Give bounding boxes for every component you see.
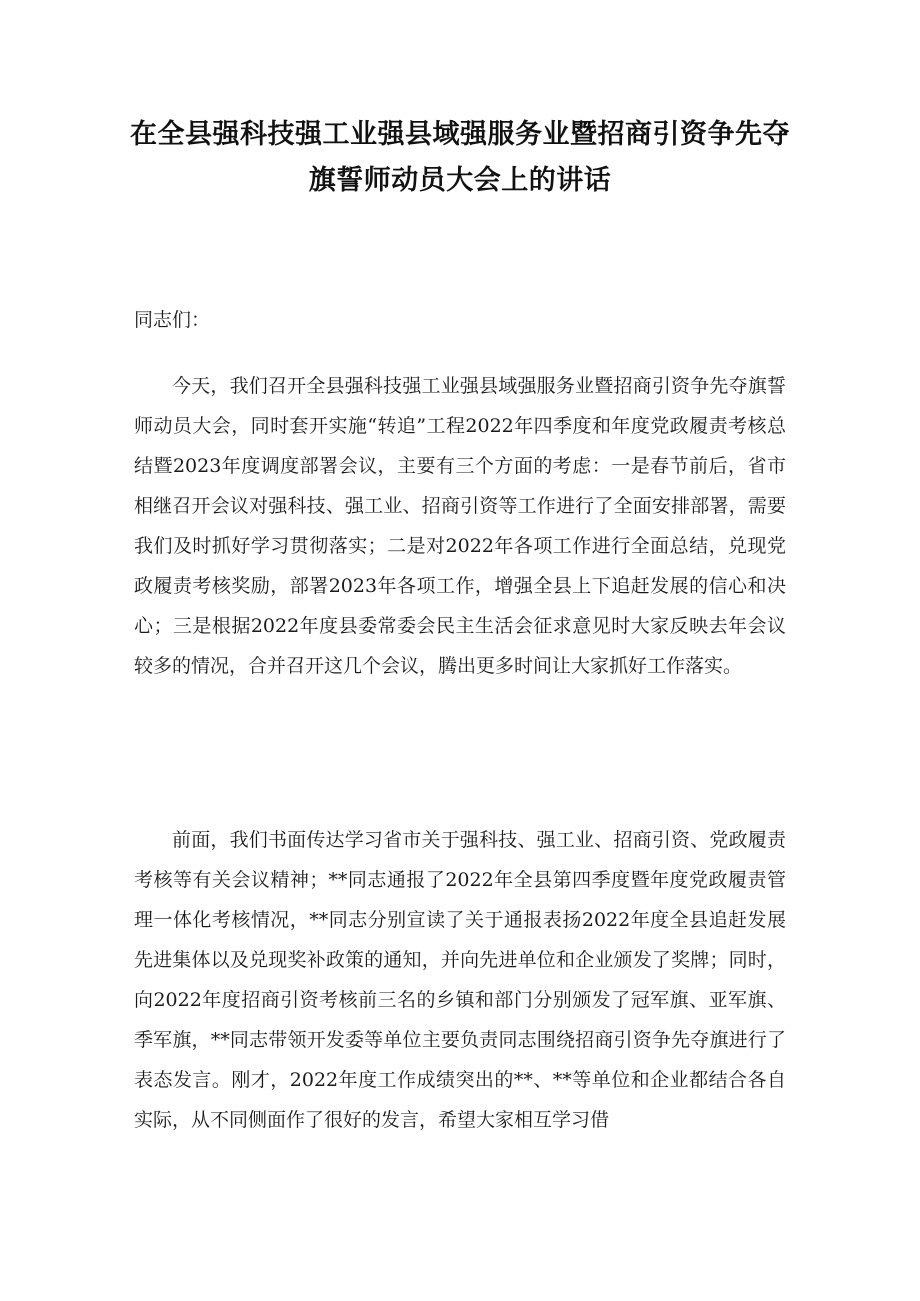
document-title: 在全县强科技强工业强县域强服务业暨招商引资争先夺旗誓师动员大会上的讲话 bbox=[130, 119, 790, 196]
paragraph-2: 前面，我们书面传达学习省市关于强科技、强工业、招商引资、党政履责考核等有关会议精神；**同志通报了2022年全县第四季度暨年度党政履责管理一体化考核情况，**同志分别宣读了关于通报表扬2022年度全县追赶发展先进集体以及兑现奖补政策的通知，并向先进单位和企业颁发了奖牌；同时，向2022年度招商引资考核前三名的乡镇和部门分别颁发了冠军旗、亚军旗、季军旗，**同志带领开发委等单位主要负责同志围绕招商引资争先夺旗进行了表态发言。刚才，2022年度工作成绩突出的**、**等单位和企业都结合各自实际，从不同侧面作了很好的发言，希望大家相互学习借 bbox=[134, 829, 786, 1131]
paragraph-1: 今天，我们召开全县强科技强工业强县域强服务业暨招商引资争先夺旗誓师动员大会，同时套开实施“转追”工程2022年四季度和年度党政履责考核总结暨2023年度调度部署会议，主要有三个方面的考虑：一是春节前后，省市相继召开会议对强科技、强工业、招商引资等工作进行了全面安排部署，需要我们及时抓好学习贯彻落实；二是对2022年各项工作进行全面总结，兑现党政履责考核奖励，部署2023年各项工作，增强全县上下追赶发展的信心和决心；三是根据2022年度县委常委会民主生活会征求意见时大家反映去年会议较多的情况，合并召开这几个会议，腾出更多时间让大家抓好工作落实。 bbox=[134, 375, 786, 677]
salutation: 同志们： bbox=[134, 309, 211, 331]
